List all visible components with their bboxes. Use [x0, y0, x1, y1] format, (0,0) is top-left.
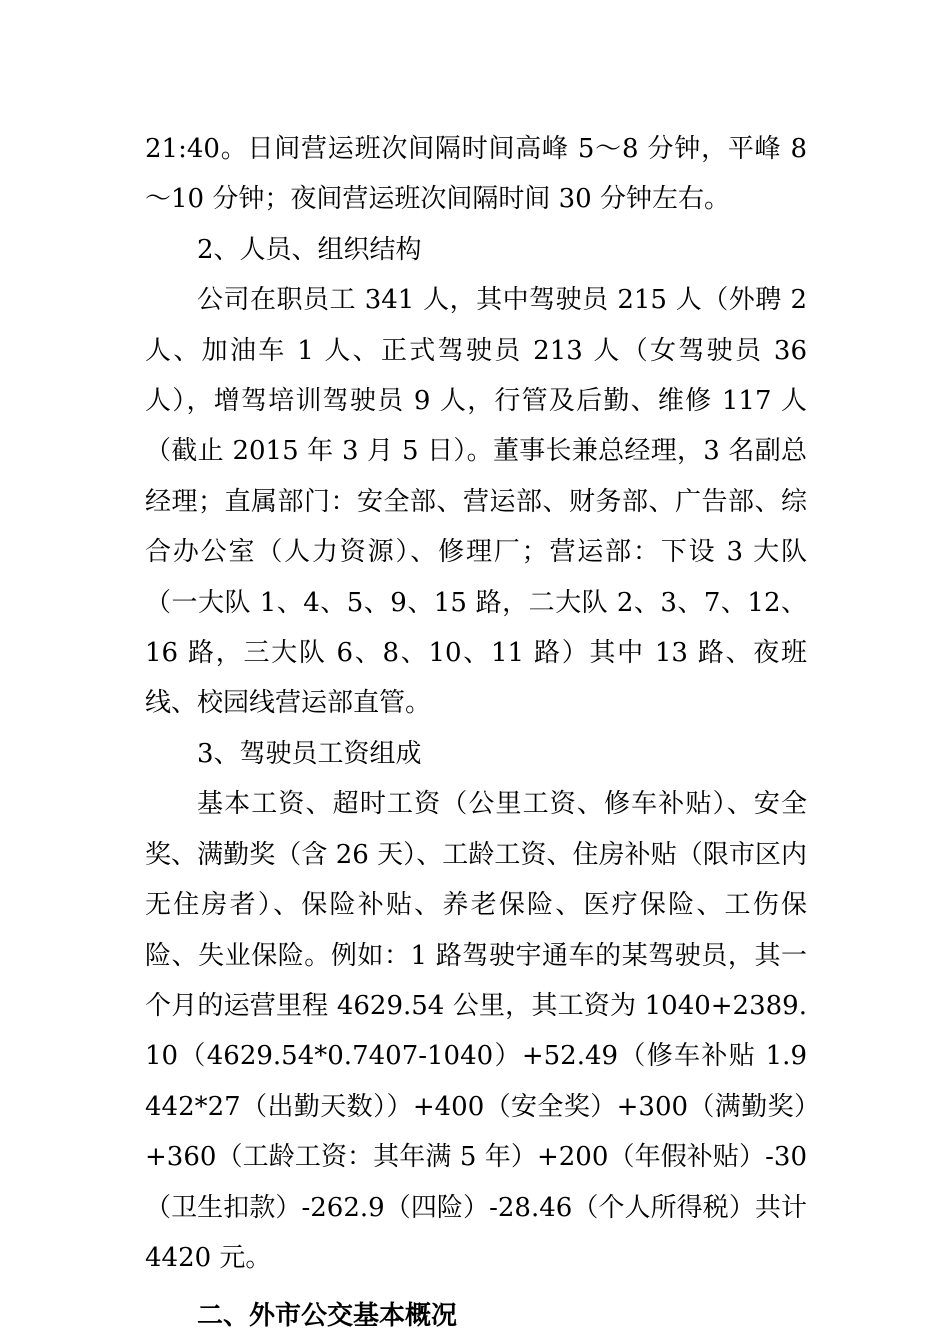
paragraph-salary: 基本工资、超时工资（公里工资、修车补贴）、安全奖、满勤奖（含 26 天）、工龄工资、住房补贴（限市区内无住房者）、保险补贴、养老保险、医疗保险、工伤保险、失业保险。例如：1 路驾驶宇通车的某驾驶员，其一个月的运营里程 4629.54 公里，其工资为 1040+2389.10（4629.54*0.7407-1040）+52.49（修车补贴 1.9442*27（出勤天数））+400（安全奖）+300（满勤奖）+360（工龄工资：其年满 5 年）+200（年假补贴）-30（卫生扣款）-262.9（四险）-28.46（个人所得税）共计 4420 元。: [145, 789, 807, 1273]
heading-driver-salary: 3、驾驶员工资组成: [197, 738, 422, 769]
paragraph-schedule: 21:40。日间营运班次间隔时间高峰 5～8 分钟，平峰 8～10 分钟；夜间营运班次间隔时间 30 分钟左右。: [145, 134, 807, 215]
document-body: [145, 124, 807, 1342]
heading-personnel-structure: 2、人员、组织结构: [197, 234, 422, 265]
paragraph-staff: 公司在职员工 341 人，其中驾驶员 215 人（外聘 2 人、加油车 1 人、正式驾驶员 213 人（女驾驶员 36 人），增驾培训驾驶员 9 人，行管及后勤、维修 117 人（截止 2015 年 3 月 5 日）。董事长兼总经理，3 名副总经理；直属部门：安全部、营运部、财务部、广告部、综合办公室（人力资源）、修理厂；营运部：下设 3 大队（一大队 1、4、5、9、15 路，二大队 2、3、7、12、16 路，三大队 6、8、10、11 路）其中 13 路、夜班线、校园线营运部直管。: [145, 285, 807, 719]
section-heading-other-cities: 二、外市公交基本概况: [197, 1301, 458, 1332]
